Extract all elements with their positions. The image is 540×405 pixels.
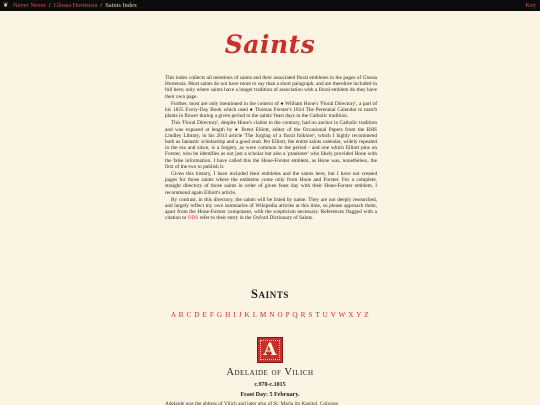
alphabet-link-u[interactable]: U bbox=[322, 311, 329, 319]
alphabet-link-t[interactable]: T bbox=[315, 311, 321, 319]
alphabet-link-l[interactable]: L bbox=[252, 311, 258, 319]
alphabet-link-d[interactable]: D bbox=[194, 311, 201, 319]
alphabet-link-p[interactable]: P bbox=[285, 311, 290, 319]
alphabet-link-x[interactable]: X bbox=[348, 311, 355, 319]
initial-letter: A bbox=[263, 340, 277, 360]
intro-paragraph-2: Further, most are only mentioned in the context of ● William Hone's 'Floral Directory', a part of his 1825 Every-Day Book which used ● Thomas Forster's 1824 The Perennial Calendar to match plants in flower during a given period to the saints' feast days in the Catholic tradition. bbox=[165, 100, 377, 120]
alphabet-link-r[interactable]: R bbox=[300, 311, 307, 319]
breadcrumb bbox=[13, 0, 137, 11]
alphabet-link-k[interactable]: K bbox=[244, 311, 251, 319]
alphabet-link-g[interactable]: G bbox=[216, 311, 223, 319]
alphabet-index bbox=[0, 311, 540, 319]
breadcrumb-link-glossa-hortensia[interactable]: Glossa Hortensia bbox=[53, 2, 98, 9]
alphabet-link-b[interactable]: B bbox=[178, 311, 185, 319]
alphabet-link-o[interactable]: O bbox=[277, 311, 284, 319]
alphabet-link-h[interactable]: H bbox=[225, 311, 231, 319]
breadcrumb-link-never-never[interactable]: Never Never bbox=[13, 2, 46, 9]
alphabet-link-a[interactable]: A bbox=[170, 311, 177, 319]
alphabet-link-w[interactable]: W bbox=[338, 311, 346, 319]
intro-text bbox=[165, 75, 377, 223]
entry-heading: Adelaide of Vilich bbox=[226, 367, 314, 378]
key-link[interactable]: Key bbox=[525, 2, 536, 9]
alphabet-link-z[interactable]: Z bbox=[364, 311, 370, 319]
entry-dates: c.970-c.1015 bbox=[254, 382, 286, 388]
entry-feast-day: Feast Day: 5 February. bbox=[240, 392, 300, 398]
alphabet-link-y[interactable]: Y bbox=[356, 311, 362, 319]
initial-ornament bbox=[260, 340, 280, 360]
alphabet-link-m[interactable]: M bbox=[259, 311, 267, 319]
illuminated-initial bbox=[257, 337, 283, 363]
intro-paragraph-5-text-end: refer to their entry in the Oxford Dictionary of Saints. bbox=[198, 215, 314, 222]
fleuron-icon[interactable]: ❦ bbox=[3, 2, 9, 9]
alphabet-link-f[interactable]: F bbox=[209, 311, 215, 319]
alphabet-link-j[interactable]: J bbox=[238, 311, 243, 319]
alphabet-link-i[interactable]: I bbox=[233, 311, 237, 319]
page-title: Saints bbox=[224, 30, 316, 59]
alphabet-link-v[interactable]: V bbox=[330, 311, 337, 319]
alphabet-link-e[interactable]: E bbox=[202, 311, 208, 319]
section-title: Saints bbox=[250, 287, 290, 301]
entry-text: Adelaide was the abbess of Vilich and later also of St. Maria im Kapitol, Cologne. bbox=[165, 401, 340, 405]
intro-paragraph-3: This 'Floral Directory', despite Hone's claims to the contrary, had no anchor in Catholic tradition and was exposed at length by ● Brent Elliott, editor of the Occasional Papers from the RHS Lindley Library, in his 2013 article 'The forging of a floral folklore', which I highly recommend both as fantastic scholarship and a good read. Per Elliott, the entire saints calendar, widely repeated in the era and since, is a forgery, as were common in the period - and one which Elliott pins on Forster, who he identifies as not just a scholar but also a 'prankster' who likely provided Hone with the false information. I have called this the Hone-Forster emblem, as Hone was, nonetheless, the first of the two to publish it. bbox=[165, 120, 377, 170]
breadcrumb-current: Saints Index bbox=[105, 2, 138, 9]
alphabet-link-n[interactable]: N bbox=[269, 311, 276, 319]
alphabet-link-c[interactable]: C bbox=[186, 311, 192, 319]
intro-paragraph-5 bbox=[165, 197, 377, 222]
intro-paragraph-5-text: By contrast, in this directory, the saints will be listed by name. They are not deeply researched, and largely reflect my own summaries of Wikipedia articles at this time, so please approach them, apart from the Hone-Forster component, with the scepticism necessary. References flagged with a citation to bbox=[165, 196, 377, 222]
breadcrumb-separator: / bbox=[100, 2, 103, 9]
alphabet-link-s[interactable]: S bbox=[308, 311, 314, 319]
breadcrumb-separator: / bbox=[48, 2, 51, 9]
ods-link[interactable]: ODS bbox=[187, 215, 199, 222]
top-navigation-bar bbox=[0, 0, 540, 11]
intro-paragraph-4: Given this history, I have included their emblems and the saints here, but I have not created pages for those saints where the emblems come only from Hone and Forster. For a complete, straight directory of those saints in order of given feast day with their Hone-Forster emblem, I recommend again Elliott's article. bbox=[165, 171, 377, 196]
intro-paragraph-1: This index collects all mentions of saints and their associated floral emblems in the pages of Glossa Hortensia. Most saints do not have more to say than a short paragraph, and are therefore included in full here; only where saints have a longer tradition of association with a floral emblem do they have their own page. bbox=[165, 75, 377, 100]
alphabet-link-q[interactable]: Q bbox=[292, 311, 299, 319]
